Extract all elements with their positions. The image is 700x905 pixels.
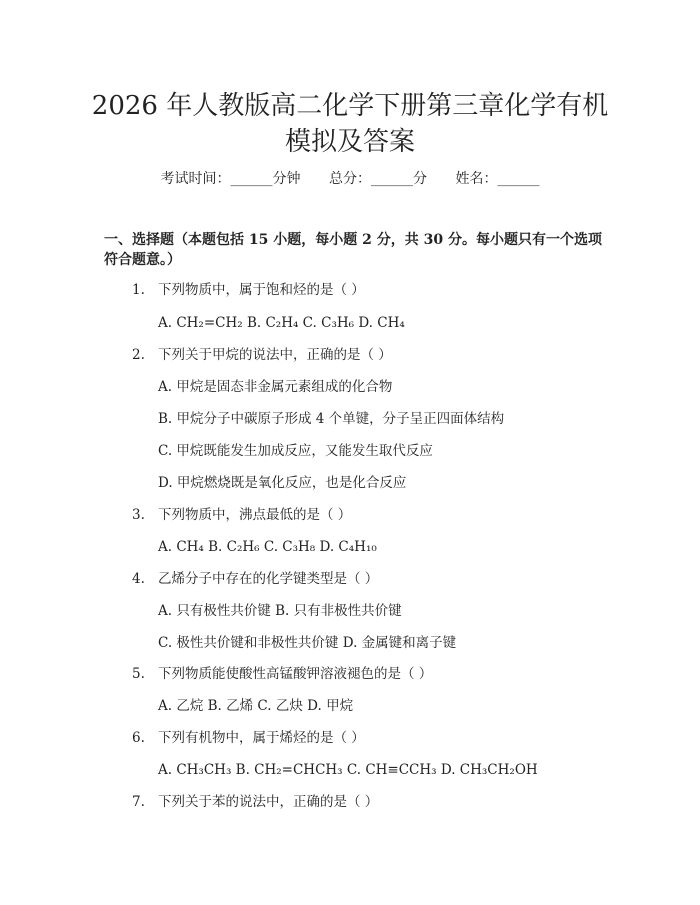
question-1-options: A. CH₂=CH₂ B. C₂H₄ C. C₃H₆ D. CH₄ [158, 315, 405, 331]
question-2 [132, 346, 392, 364]
question-1 [132, 281, 365, 299]
question-number: 6. [132, 730, 145, 746]
exam-meta [0, 168, 700, 188]
question-text: 下列有机物中，属于烯烃的是（ ） [158, 730, 365, 746]
question-text: 下列物质中，属于饱和烃的是（ ） [158, 282, 365, 298]
question-number: 4. [132, 571, 145, 587]
section-heading: 一、选择题（本题包括 15 小题，每小题 2 分，共 30 分。每小题只有一个选项符合题意。） [104, 232, 602, 268]
question-4-options-ab: A. 只有极性共价键 B. 只有非极性共价键 [158, 603, 402, 619]
title-line-1: 2026 年人教版高二化学下册第三章化学有机 [91, 91, 609, 121]
question-number: 3. [132, 507, 145, 523]
document-title [0, 88, 700, 160]
exam-score: 总分：______分 [329, 171, 427, 187]
student-name: 姓名：______ [455, 171, 540, 187]
question-text: 下列关于苯的说法中，正确的是（ ） [158, 794, 379, 810]
question-number: 2. [132, 347, 145, 363]
question-6 [132, 729, 365, 747]
question-number: 5. [132, 666, 145, 682]
question-number: 7. [132, 794, 145, 810]
question-3 [132, 506, 351, 524]
question-5-options: A. 乙烷 B. 乙烯 C. 乙炔 D. 甲烷 [158, 698, 354, 714]
question-2-option-a: A. 甲烷是固态非金属元素组成的化合物 [158, 379, 393, 395]
question-2-option-d: D. 甲烷燃烧既是氧化反应，也是化合反应 [158, 475, 407, 491]
question-text: 下列关于甲烷的说法中，正确的是（ ） [158, 347, 392, 363]
question-number: 1. [132, 282, 145, 298]
question-2-option-b: B. 甲烷分子中碳原子形成 4 个单键，分子呈正四面体结构 [158, 411, 505, 427]
question-text: 乙烯分子中存在的化学键类型是（ ） [158, 571, 379, 587]
question-6-options: A. CH₃CH₃ B. CH₂=CHCH₃ C. CH≡CCH₃ D. CH₃CH₂OH [158, 762, 538, 778]
question-2-option-c: C. 甲烷既能发生加成反应，又能发生取代反应 [158, 443, 433, 459]
question-4 [132, 570, 378, 588]
question-text: 下列物质能使酸性高锰酸钾溶液褪色的是（ ） [158, 666, 433, 682]
exam-time: 考试时间：______分钟 [160, 171, 301, 187]
question-3-options: A. CH₄ B. C₂H₆ C. C₃H₈ D. C₄H₁₀ [158, 539, 377, 555]
title-line-2: 模拟及答案 [284, 127, 415, 157]
question-4-options-cd: C. 极性共价键和非极性共价键 D. 金属键和离子键 [158, 635, 457, 651]
question-text: 下列物质中，沸点最低的是（ ） [158, 507, 352, 523]
question-5 [132, 665, 432, 683]
question-7 [132, 793, 378, 811]
